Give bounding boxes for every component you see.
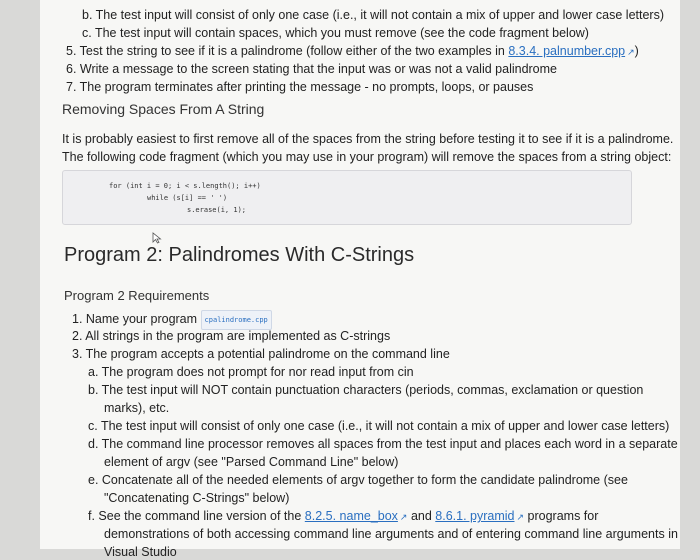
list-item-5 [66, 43, 639, 60]
req-item-3: 3. The program accepts a potential palindrome on the command line [72, 347, 450, 361]
external-link-icon: ↗ [627, 47, 635, 57]
program2-title: Program 2: Palindromes With C-Strings [64, 244, 415, 266]
list-item-5-suffix: ) [634, 44, 639, 58]
code-block [62, 170, 632, 225]
sub-item-a: a. The program does not prompt for nor read input from cin [88, 365, 414, 379]
code-line-3: s.erase(i, 1); [187, 206, 247, 214]
req-item-1 [72, 310, 272, 330]
paragraph-line-1: It is probably easiest to first remove all of the spaces from the string before testing it to see if it is a palindrome. [62, 132, 674, 146]
sub-item-f-mid: and [407, 509, 436, 523]
code-line-2: while (s[i] == ' ') [147, 194, 228, 202]
mouse-cursor-icon [152, 232, 164, 244]
req-item-2 [72, 328, 390, 344]
list-item-6: 6. Write a message to the screen stating that the input was or was not a valid palindrome [66, 62, 558, 76]
list-item-7: 7. The program terminates after printing the message - no prompts, loops, or pauses [66, 80, 534, 94]
list-item-5-text: 5. Test the string to see if it is a palindrome (follow either of the two examples in [66, 44, 509, 58]
sub-item-b-line2: marks), etc. [104, 401, 170, 415]
req-item-1-text: 1. Name your program [72, 312, 198, 326]
sub-item-d-line1: d. The command line processor removes all spaces from the test input and places each word in a separate [88, 437, 678, 451]
sub-item-f-suffix: programs for [524, 509, 599, 523]
section-title-removing-spaces: Removing Spaces From A String [62, 101, 265, 117]
name-box-link[interactable]: 8.2.5. name_box [304, 509, 398, 523]
sub-item-f-line1 [88, 508, 598, 525]
document-page [40, 0, 680, 559]
sub-item-b-line1: b. The test input will NOT contain punctuation characters (periods, commas, exclamation or question [88, 383, 644, 397]
program-filename: cpalindrome.cpp [201, 310, 272, 330]
paragraph-line-2: The following code fragment (which you may use in your program) will remove the spaces from a string object: [62, 150, 672, 164]
sub-item-c: c. The test input will consist of only one case (i.e., it will not contain a mix of upper and lower case letters) [88, 419, 670, 433]
list-item-b: b. The test input will consist of only one case (i.e., it will not contain a mix of upper and lower case letters) [82, 8, 664, 22]
sub-item-d-line2: element of argv (see "Parsed Command Line" below) [104, 455, 399, 469]
req-item-2-text: 2. All strings in the program are implemented as C-strings [72, 329, 391, 343]
list-item-c: c. The test input will contain spaces, which you must remove (see the code fragment below) [82, 26, 589, 40]
palnumber-link[interactable]: 8.3.4. palnumber.cpp [508, 44, 626, 58]
sub-item-e-line1: e. Concatenate all of the needed elements of argv together to form the candidate palindrome (see [88, 473, 628, 487]
sub-item-f-text: f. See the command line version of the [88, 509, 305, 523]
sub-item-f-line2: demonstrations of both accessing command line arguments and of entering command line arguments in [104, 527, 678, 541]
external-link-icon: ↗ [399, 512, 408, 522]
code-line-1: for (int i = 0; i < s.length(); i++) [109, 182, 261, 190]
sub-item-f-line3: Visual Studio [104, 545, 177, 559]
external-link-icon: ↗ [516, 512, 525, 522]
sub-item-e-line2: "Concatenating C-Strings" below) [104, 491, 290, 505]
pyramid-link[interactable]: 8.6.1. pyramid [435, 509, 515, 523]
requirements-title: Program 2 Requirements [64, 288, 210, 303]
